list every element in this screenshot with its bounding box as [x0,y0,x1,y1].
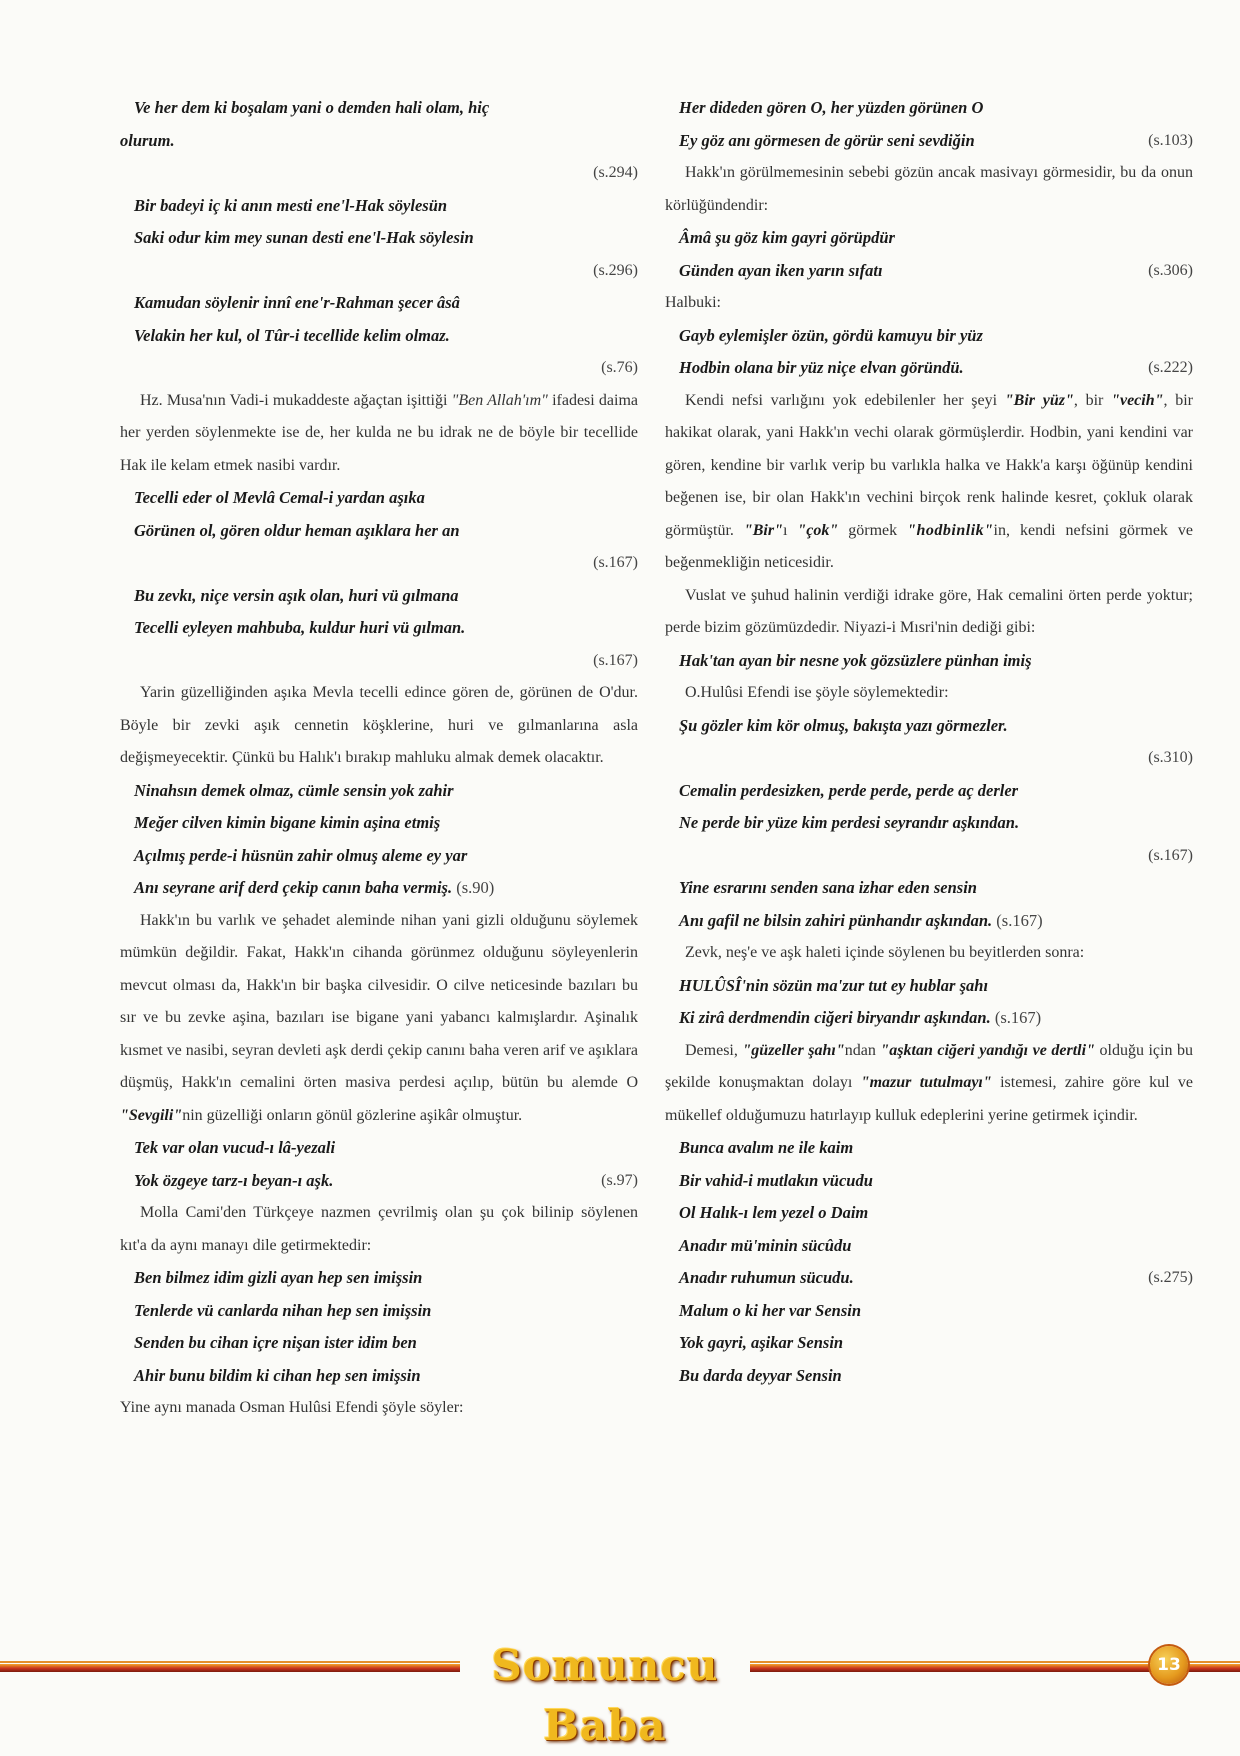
verse-line: Malum o ki her var Sensin [679,1300,861,1320]
verse-line: Ey göz anı görmesen de görür seni sevdiğin (s.103) [665,125,1193,158]
paragraph: Yine aynı manada Osman Hulûsi Efendi şöyle söyler: [120,1399,464,1416]
paragraph: Hakk'ın görülmemesinin sebebi gözün ancak masivayı görmesidir, bu da onun körlüğündendir: [665,164,1193,214]
verse-line: Kamudan söylenir innî ene'r-Rahman şecer âsâ [134,293,460,312]
citation: (s.294) [593,164,638,181]
paragraph: Vuslat ve şuhud halinin verdiği idrake göre, Hak cemalini örten perde yoktur; perde bizim gözümüzdedir. Niyazi-i Mısri'nin dediği gibi: [665,586,1193,636]
verse-line: Meğer cilven kimin bigane kimin aşina etmiş [134,813,441,832]
verse-line: Her dideden gören O, her yüzden görünen O [679,98,984,117]
verse-line: Günden ayan iken yarın sıfatı (s.306) [665,255,1193,288]
verse-line: Anadır mü'minin sücûdu [679,1235,852,1255]
paragraph: O.Hulûsi Efendi ise şöyle söylemektedir: [685,684,949,701]
citation: (s.97) [601,1171,638,1189]
verse-line: Bunca avalım ne ile kaim [679,1138,854,1157]
verse-line: Hak'tan ayan bir nesne yok gözsüzlere pünhan imiş [679,650,1032,670]
verse-line: Cemalin perdesizken, perde perde, perde aç derler [679,780,1019,800]
right-column [665,92,1193,1392]
verse-line: Bu zevkı, niçe versin aşık olan, huri vü gılmana [134,585,459,605]
verse-line: Şu gözler kim kör olmuş, bakışta yazı görmezler. [679,715,1008,735]
verse-line: Hodbin olana bir yüz niçe elvan göründü. (s.222) [665,352,1193,385]
verse-line: olurum. [120,130,175,150]
verse-line: Bu darda deyyar Sensin [679,1365,842,1385]
paragraph: Molla Cami'den Türkçeye nazmen çevrilmiş olan şu çok bilinip söylenen kıt'a da aynı manayı dile getirmektedir: [120,1204,638,1254]
paragraph: Kendi nefsi varlığını yok edebilenler her şeyi "Bir yüz", bir "vecih", bir hakikat olarak, yani Hakk'ın vechi olarak görmüşlerdir. Hodbin, yani kendini var gören, kendine bir varlık verip bu varlıkla halka ve Hakk'a karşı öğünüp kendini beğenen ise, bir olan Hakk'ın vechini birçok renk halinde kesret, çokluk olarak görmüştür. "Bir"ı "çok" görmek "hodbinlik"in, kendi nefsini görmek ve beğenmekliğin neticesidir. [665,391,1193,571]
citation: (s.167) [1148,846,1193,864]
verse-line: Anı gafil ne bilsin zahiri pünhandır aşkından. (s.167) [679,910,1043,930]
verse-line: Senden bu cihan içre nişan ister idim ben [134,1333,417,1352]
citation: (s.76) [601,359,638,376]
paragraph: Halbuki: [665,294,721,311]
paragraph: Yarin güzelliğinden aşıka Mevla tecelli edince gören de, görünen de O'dur. Böyle bir zevki aşık cennetin köşklerine, huri ve gılmanlarına asla değişmeyecektir. Çünkü bu Halık'ı bırakıp mahluku almak demek olacaktır. [120,684,638,766]
verse-line: Ahir bunu bildim ki cihan hep sen imişsin [134,1365,421,1385]
citation: (s.275) [1148,1269,1193,1286]
citation: (s.167) [996,910,1043,930]
verse-line: Anı seyrane arif derd çekip canın baha vermiş. (s.90) [134,878,495,897]
verse-line: Yine esrarını senden sana izhar eden sensin [679,878,977,897]
citation: (s.167) [593,554,638,571]
verse-line: Yok gayri, aşikar Sensin [679,1333,844,1352]
verse-line: Tecelli eder ol Mevlâ Cemal-i yardan aşıka [134,488,425,507]
citation: (s.167) [994,1008,1042,1027]
verse-line: Bir badeyi iç ki anın mesti ene'l-Hak söylesün [134,195,448,215]
verse-line: Velakin her kul, ol Tûr-i tecellide kelim olmaz. [134,325,450,345]
verse-line: Ki zirâ derdmendin ciğeri biryandır aşkından. (s.167) [679,1008,1042,1027]
citation: (s.222) [1148,359,1193,376]
verse-line: Saki odur kim mey sunan desti ene'l-Hak söylesin [134,228,474,247]
verse-line: Ninahsın demek olmaz, cümle sensin yok zahir [134,780,454,800]
paragraph: Hz. Musa'nın Vadi-i mukaddeste ağaçtan işittiği "Ben Allah'ım" ifadesi daima her yerden söylenmekte ise de, her kulda ne bu idrak ne de böyle bir tecellide Hak ile kelam etmek nasibi vardır. [120,391,639,474]
verse-line: Yok özgeye tarz-ı beyan-ı aşk. (s.97) [120,1165,638,1198]
paragraph: Zevk, neş'e ve aşk haleti içinde söylenen bu beyitlerden sonra: [685,944,1085,961]
verse-line: Bir vahid-i mutlakın vücudu [679,1170,873,1190]
citation: (s.310) [1148,749,1193,766]
verse-line: Tecelli eyleyen mahbuba, kuldur huri vü gılman. [134,618,466,637]
citation: (s.296) [593,261,638,279]
citation: (s.90) [456,878,495,897]
verse-line: Ben bilmez idim gizli ayan hep sen imişsin [134,1268,423,1287]
verse-line: HULÛSÎ'nin sözün ma'zur tut ey hublar şahı [679,975,989,995]
verse-line: Tenlerde vü canlarda nihan hep sen imişsin [134,1300,432,1320]
verse-line: Ne perde bir yüze kim perdesi seyrandır aşkından. [679,813,1020,832]
verse-line: Gayb eylemişler özün, gördü kamuyu bir yüz [679,325,983,345]
verse-line: Açılmış perde-i hüsnün zahir olmuş aleme ey yar [134,845,468,865]
verse-line: Görünen ol, gören oldur heman aşıklara her an [134,520,460,540]
verse-line: Âmâ şu göz kim gayri görüpdür [679,228,895,247]
verse-line: Tek var olan vucud-ı lâ-yezali [134,1138,336,1157]
page-number: 13 [1150,1646,1188,1684]
paragraph: Hakk'ın bu varlık ve şehadet aleminde nihan yani gizli olduğunu söylemek mümkün değildir. Fakat, Hakk'ın cihanda görünmez olduğunu söyleyenlerin mevcut olması da, Hakk'ın bir başka cilvesidir. O cilve neticesinde bazıları bu sır ve bu zevke aşina, bazıları ise bigane yani yabancı kalmışlardır. Aşinalık kısmet ve nasibi, seyran devleti aşk derdi çekip canını baha veren arif ve aşıklara düşmüş, Hakk'ın cemalini örten masiva perdesi açılıp, bütün bu alemde O "Sevgili"nin güzelliği onların gönül gözlerine aşikâr olmuştur. [120,911,639,1124]
paragraph: Demesi, "güzeller şahı"ndan "aşktan ciğeri yandığı ve dertli" olduğu için bu şekilde konuşmaktan dolayı "mazur tutulmayı" istemesi, zahire göre kul ve mükellef olduğumuzu hatırlayıp kulluk edeplerini yerine getirmek içindir. [665,1041,1194,1124]
left-column [120,92,638,1425]
verse-line: Anadır ruhumun sücudu. (s.275) [665,1262,1193,1295]
page-footer [0,1636,1240,1750]
citation: (s.103) [1148,131,1193,149]
verse-line: Ol Halık-ı lem yezel o Daim [679,1203,869,1222]
magazine-logo: Somuncu Baba [460,1636,750,1696]
verse-line: Ve her dem ki boşalam yani o demden hali olam, hiç [134,98,490,117]
citation: (s.167) [593,651,638,669]
citation: (s.306) [1148,261,1193,279]
